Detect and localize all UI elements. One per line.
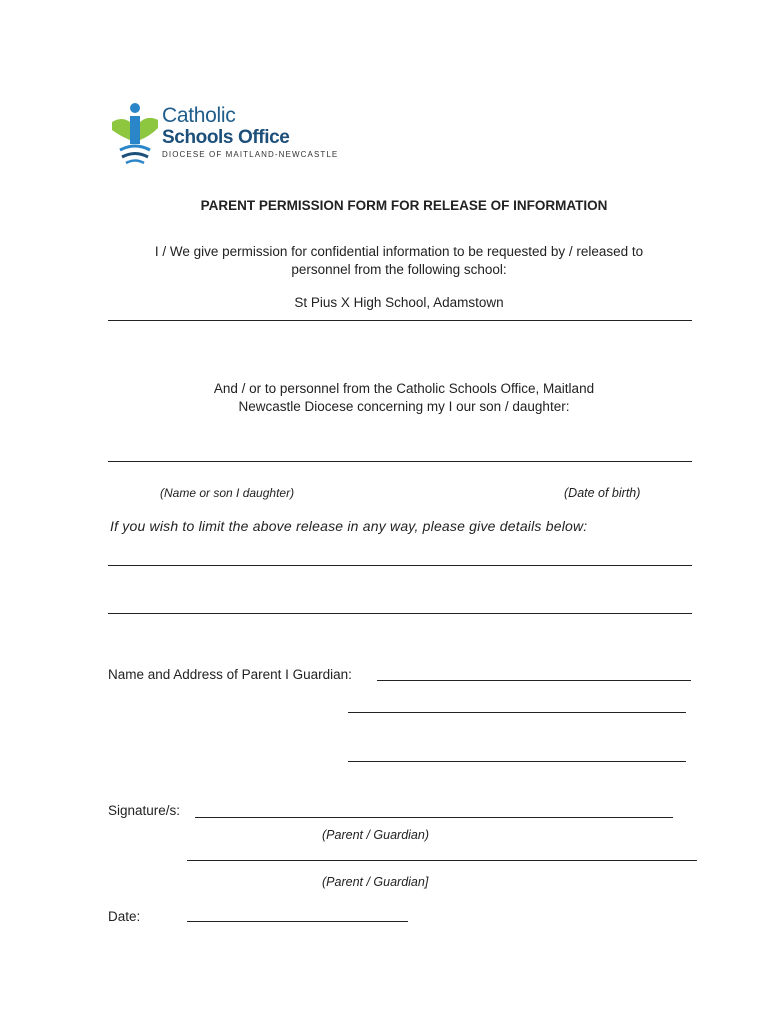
parent-address-line-2[interactable]	[348, 712, 686, 713]
logo-line-1: Catholic	[162, 104, 236, 127]
form-title: PARENT PERMISSION FORM FOR RELEASE OF INFORMATION	[200, 198, 608, 213]
date-label: Date:	[108, 909, 141, 924]
logo	[108, 100, 348, 170]
limit-instruction: If you wish to limit the above release in any way, please give details below:	[110, 518, 588, 534]
signature-caption-1: (Parent / Guardian)	[322, 828, 429, 842]
school-name: St Pius X High School, Adamstown	[294, 295, 504, 310]
permission-line-1: I / We give permission for confidential information to be requested by / released to	[154, 244, 644, 259]
school-underline	[108, 320, 692, 321]
limit-details-line-2[interactable]	[108, 613, 692, 614]
logo-line-3: DIOCESE OF MAITLAND-NEWCASTLE	[162, 150, 339, 159]
signature-caption-2: (Parent / Guardian]	[322, 875, 429, 889]
personnel-line-2: Newcastle Diocese concerning my I our son / daughter:	[238, 399, 570, 414]
personnel-line-1: And / or to personnel from the Catholic Schools Office, Maitland	[213, 381, 595, 396]
parent-address-line-3[interactable]	[348, 761, 686, 762]
child-name-field[interactable]	[108, 461, 692, 462]
date-line[interactable]	[187, 921, 408, 922]
parent-label: Name and Address of Parent I Guardian:	[108, 667, 352, 682]
permission-line-2: personnel from the following school:	[291, 262, 507, 277]
signature-line-1[interactable]	[195, 817, 673, 818]
dob-caption: (Date of birth)	[564, 486, 641, 500]
signature-label: Signature/s:	[108, 803, 181, 818]
logo-line-2: Schools Office	[162, 127, 290, 148]
signature-line-2[interactable]	[187, 860, 697, 861]
name-caption: (Name or son I daughter)	[160, 486, 295, 500]
parent-address-line-1[interactable]	[377, 680, 691, 681]
catholic-schools-office-emblem-icon	[108, 100, 160, 168]
limit-details-line-1[interactable]	[108, 565, 692, 566]
